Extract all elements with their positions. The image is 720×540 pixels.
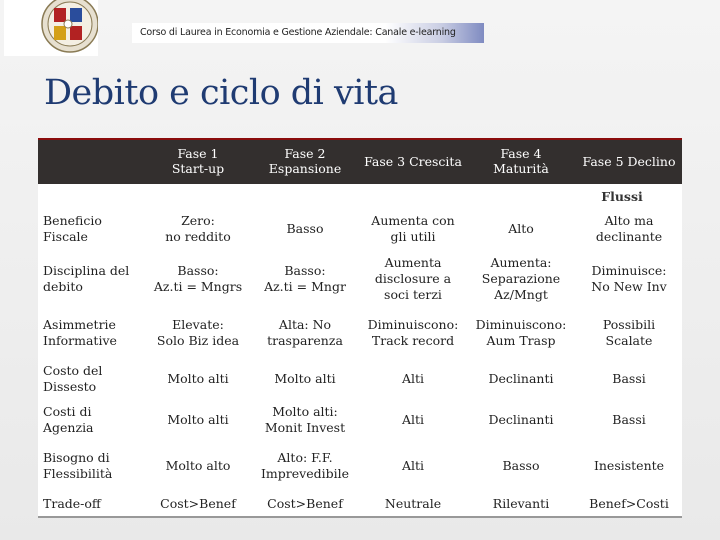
table-cell: Molto alti — [167, 412, 229, 427]
table-cell: Alto: F.F. Imprevedibile — [260, 450, 350, 481]
table-cell: Basso — [286, 221, 324, 236]
row-label-bisogno-flessibilita: Bisogno di Flessibilità — [43, 450, 113, 481]
table-cell: Basso: Az.ti = Mngrs — [153, 263, 243, 294]
table-cell: Alti — [401, 412, 425, 427]
table-bottom-border — [38, 516, 682, 518]
col-header-fase4: Fase 4 Maturità — [493, 146, 549, 176]
row-label-costi-agenzia: Costi di Agenzia — [43, 404, 94, 435]
table-cell: Elevate: Solo Biz idea — [156, 317, 240, 348]
table-cell: Zero: no reddito — [165, 213, 231, 244]
col-header-fase3: Fase 3 Crescita — [364, 153, 462, 169]
table-cell: Benef>Costi — [589, 496, 669, 511]
table-cell: Basso — [502, 458, 540, 473]
table-cell: Diminuisce: No New Inv — [591, 263, 667, 294]
row-label-disciplina-debito: Disciplina del debito — [43, 263, 130, 294]
table-cell: Molto alti — [274, 371, 336, 386]
table-cell: Aumenta con gli utili — [371, 213, 455, 244]
table-cell: Alto — [508, 221, 534, 236]
table-cell: Alti — [401, 458, 425, 473]
table-cell: Aumenta: Separazione Az/Mngt — [481, 255, 561, 302]
table-cell: Cost>Benef — [267, 496, 343, 511]
table-cell: Alti — [401, 371, 425, 386]
table-cell: Inesistente — [593, 458, 665, 473]
table-cell: Aumenta disclosure a soci terzi — [374, 255, 452, 302]
table-cell: Bassi — [612, 371, 646, 386]
table-cell: Declinanti — [488, 412, 554, 427]
table-cell: Alta: No trasparenza — [267, 317, 343, 348]
table-cell: Bassi — [612, 412, 646, 427]
col-header-fase2: Fase 2 Espansione — [268, 146, 342, 176]
row-label-trade-off: Trade-off — [43, 496, 101, 511]
course-header: Corso di Laurea in Economia e Gestione Aziendale: Canale e-learning — [140, 27, 456, 38]
table-cell: Diminuiscono: Aum Trasp — [475, 317, 567, 348]
flussi-label: Flussi — [601, 189, 643, 204]
table-cell: Possibili Scalate — [602, 317, 656, 348]
table-cell: Declinanti — [488, 371, 554, 386]
page-title: Debito e ciclo di vita — [44, 73, 398, 113]
table-cell: Diminuiscono: Track record — [367, 317, 459, 348]
university-seal-logo — [4, 0, 98, 56]
row-label-beneficio-fiscale: Beneficio Fiscale — [43, 213, 102, 244]
col-header-fase1: Fase 1 Start-up — [171, 146, 225, 176]
table-cell: Molto alti: Monit Invest — [264, 404, 346, 435]
row-label-asimmetrie-informative: Asimmetrie Informative — [43, 317, 117, 348]
row-label-costo-dissesto: Costo del Dissesto — [43, 363, 103, 394]
table-cell: Rilevanti — [492, 496, 550, 511]
table-cell: Molto alti — [167, 371, 229, 386]
table-cell: Basso: Az.ti = Mngr — [264, 263, 346, 294]
table-cell: Alto ma declinante — [595, 213, 663, 244]
table-cell: Neutrale — [384, 496, 442, 511]
table-cell: Cost>Benef — [160, 496, 236, 511]
table-cell: Molto alto — [165, 458, 231, 473]
col-header-fase5: Fase 5 Declino — [582, 153, 676, 169]
